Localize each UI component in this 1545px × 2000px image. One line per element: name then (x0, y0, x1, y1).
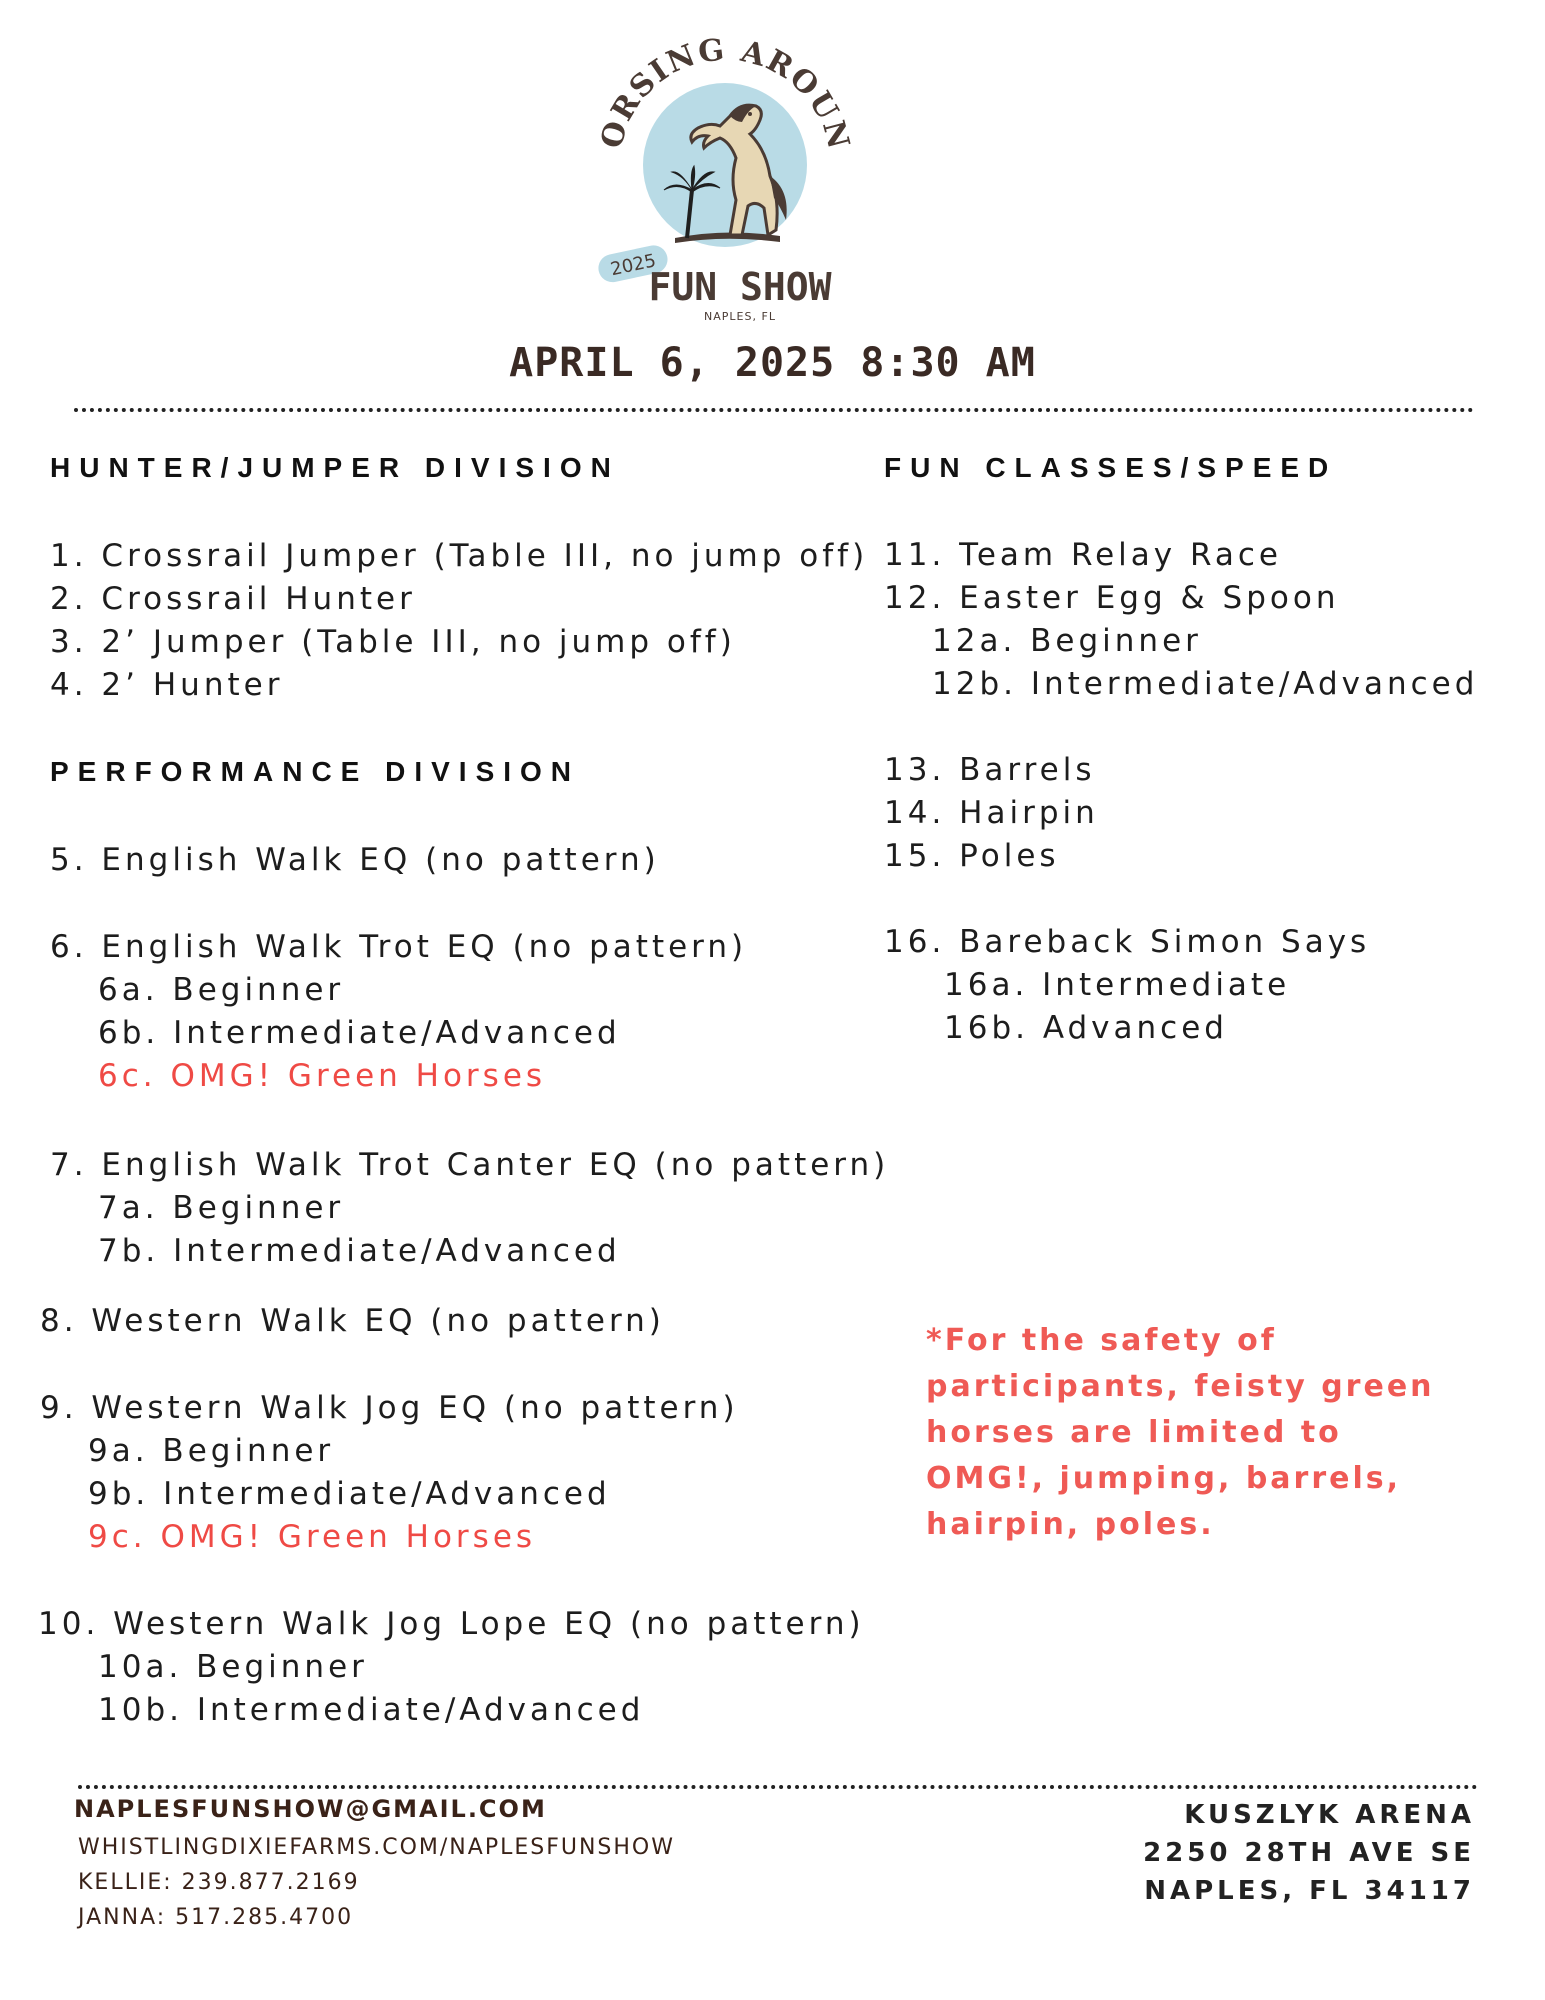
class-subitem: 12b. Intermediate/Advanced (932, 666, 1479, 702)
venue-city: NAPLES, FL 34117 (1144, 1876, 1475, 1906)
class-item: 14. Hairpin (884, 795, 1099, 831)
event-date-time: APRIL 6, 2025 8:30 AM (509, 340, 1036, 386)
contact-phone-kellie: KELLIE: 239.877.2169 (78, 1870, 360, 1895)
class-subitem: 12a. Beginner (932, 623, 1202, 659)
venue-street: 2250 28TH AVE SE (1143, 1838, 1475, 1868)
class-item: 5. English Walk EQ (no pattern) (50, 842, 660, 878)
class-item: 13. Barrels (884, 752, 1096, 788)
class-subitem: 9b. Intermediate/Advanced (88, 1476, 611, 1512)
class-item: 7. English Walk Trot Canter EQ (no pattern) (50, 1147, 890, 1183)
show-logo (580, 30, 870, 330)
class-subitem: 16b. Advanced (944, 1010, 1228, 1046)
class-subitem-highlight: 6c. OMG! Green Horses (98, 1058, 547, 1094)
class-subitem: 6b. Intermediate/Advanced (98, 1015, 621, 1051)
venue-name: KUSZLYK ARENA (1184, 1800, 1475, 1830)
class-item: 4. 2’ Hunter (50, 667, 284, 703)
divider-bottom (78, 1785, 1478, 1789)
class-item: 16. Bareback Simon Says (884, 924, 1371, 960)
logo-circle (643, 83, 807, 247)
class-item: 15. Poles (884, 838, 1060, 874)
hunter-jumper-heading: HUNTER/JUMPER DIVISION (50, 452, 620, 483)
class-item: 12. Easter Egg & Spoon (884, 580, 1340, 616)
logo-location: NAPLES, FL (704, 310, 776, 323)
class-item: 10. Western Walk Jog Lope EQ (no pattern) (38, 1606, 865, 1642)
contact-email-link[interactable]: NAPLESFUNSHOW@GMAIL.COM (74, 1795, 547, 1823)
logo-arc-text: ORSING AROUN (594, 32, 857, 155)
logo-title: FUN SHOW (648, 265, 832, 309)
divider-top (74, 408, 1474, 412)
class-subitem: 7a. Beginner (98, 1190, 345, 1226)
class-subitem: 7b. Intermediate/Advanced (98, 1233, 621, 1269)
class-item: 1. Crossrail Jumper (Table III, no jump off) (50, 538, 869, 574)
class-subitem: 6a. Beginner (98, 972, 345, 1008)
class-item: 3. 2’ Jumper (Table III, no jump off) (50, 624, 736, 660)
class-item: 11. Team Relay Race (884, 537, 1282, 573)
class-item: 2. Crossrail Hunter (50, 581, 416, 617)
show-logo-graphic (580, 30, 870, 330)
website-link[interactable]: WHISTLINGDIXIEFARMS.COM/NAPLESFUNSHOW (78, 1835, 675, 1860)
class-item: 8. Western Walk EQ (no pattern) (40, 1303, 665, 1339)
year-badge-text: 2025 (608, 250, 658, 281)
class-subitem-highlight: 9c. OMG! Green Horses (88, 1519, 537, 1555)
class-item: 9. Western Walk Jog EQ (no pattern) (40, 1390, 739, 1426)
fun-classes-heading: FUN CLASSES/SPEED (884, 452, 1338, 483)
contact-phone-janna: JANNA: 517.285.4700 (78, 1905, 354, 1930)
class-item: 6. English Walk Trot EQ (no pattern) (50, 929, 748, 965)
performance-heading: PERFORMANCE DIVISION (50, 756, 581, 787)
class-subitem: 9a. Beginner (88, 1433, 335, 1469)
class-subitem: 10a. Beginner (98, 1649, 368, 1685)
class-subitem: 10b. Intermediate/Advanced (98, 1692, 645, 1728)
class-subitem: 16a. Intermediate (944, 967, 1291, 1003)
safety-note: *For the safety of participants, feisty green horses are limited to OMG!, jumping, barrels, hairpin, poles. (926, 1323, 1435, 1542)
